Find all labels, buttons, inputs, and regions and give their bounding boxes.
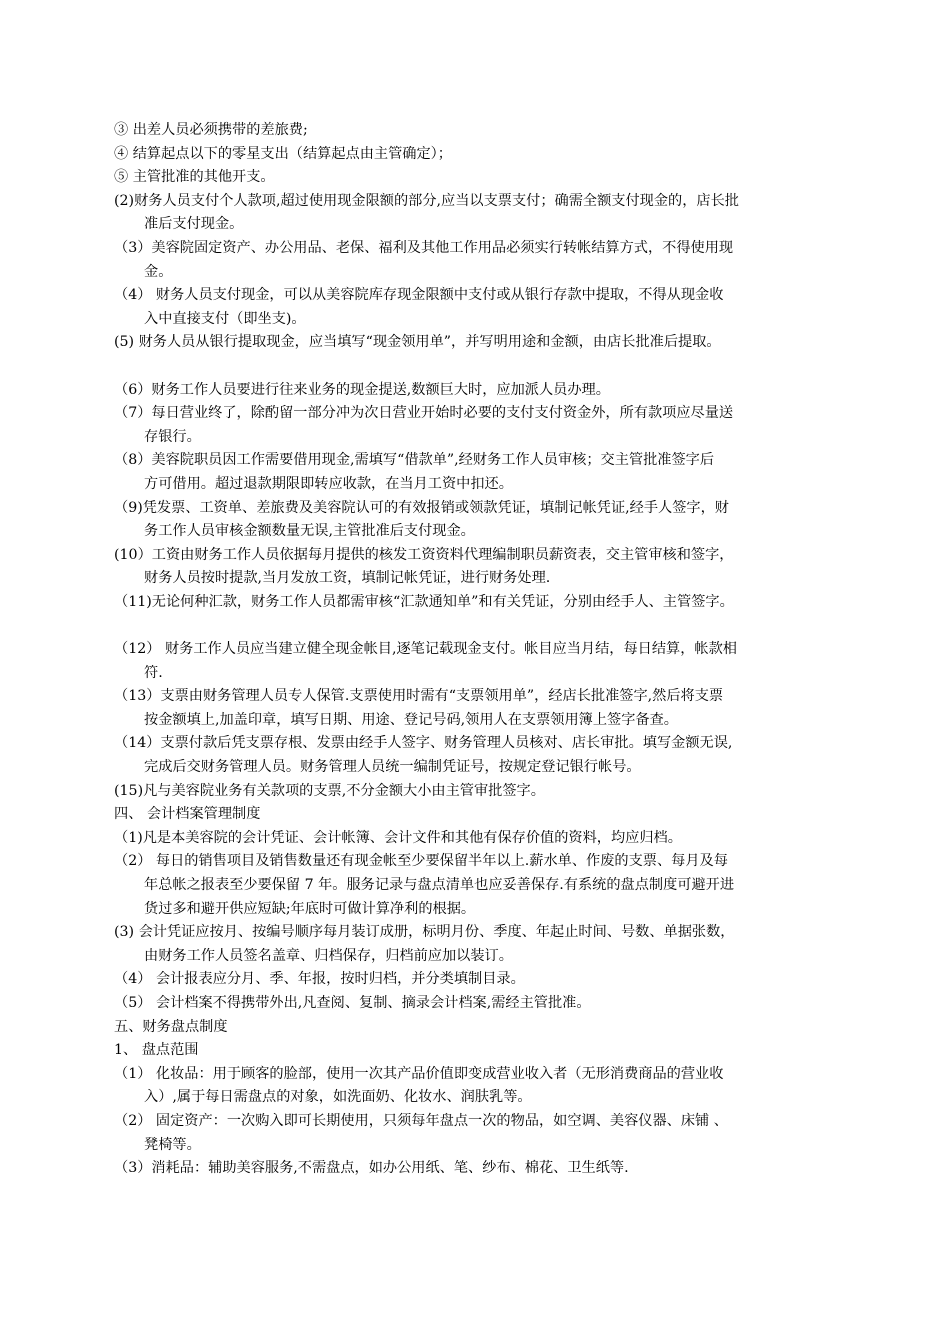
section-heading: 四、 会计档案管理制度 (114, 806, 261, 823)
subsection-heading: 1、 盘点范围 (114, 1042, 199, 1059)
text-line: (15)凡与美容院业务有关款项的支票,不分金额大小由主管审批签字。 (114, 782, 545, 799)
text-line: 入）,属于每日需盘点的对象，如洗面奶、化妆水、润肤乳等。 (144, 1089, 532, 1106)
text-line: （13）支票由财务管理人员专人保管.支票使用时需有“支票领用单”，经店长批准签字,然后将支票 (114, 688, 724, 705)
text-line: （8）美容院职员因工作需要借用现金,需填写“借款单”,经财务工作人员审核；交主管批准签字后 (114, 452, 715, 469)
text-line: （4） 会计报表应分月、季、年报，按时归档，并分类填制目录。 (114, 971, 525, 988)
text-line: 入中直接支付（即坐支)。 (144, 310, 306, 327)
text-line: 准后支付现金。 (144, 216, 244, 233)
blank-line (114, 355, 864, 379)
text-line: （3）消耗品：辅助美容服务,不需盘点，如办公用纸、笔、纱布、棉花、卫生纸等. (114, 1160, 629, 1177)
text-line: 货过多和避开供应短缺;年底时可做计算净利的根据。 (144, 900, 476, 917)
text-line: （7）每日营业终了，除酌留一部分冲为次日营业开始时必要的支付支付资金外，所有款项应尽量送 (114, 405, 734, 422)
text-line: (5) 财务人员从银行提取现金，应当填写“现金领用单”，并写明用途和金额，由店长批准后提取。 (114, 334, 721, 351)
text-line: 存银行。 (144, 428, 201, 445)
text-line: 按金额填上,加盖印章，填写日期、用途、登记号码,领用人在支票领用簿上签字备查。 (144, 711, 678, 728)
text-line: (2)财务人员支付个人款项,超过使用现金限额的部分,应当以支票支付；确需全额支付现金的，店长批 (114, 192, 739, 209)
text-line: 年总帐之报表至少要保留 7 年。服务记录与盘点清单也应妥善保存.有系统的盘点制度可避开进 (144, 877, 735, 893)
text-line: （2） 固定资产：一次购入即可长期使用，只须每年盘点一次的物品，如空调、美容仪器、床铺 、 (114, 1112, 728, 1129)
text-line: （2） 每日的销售项目及销售数量还有现金帐至少要保留半年以上.薪水单、作废的支票、每月及每 (114, 853, 728, 870)
text-line: （3）美容院固定资产、办公用品、老保、福利及其他工作用品必须实行转帐结算方式，不得使用现 (114, 239, 734, 256)
text-line: （1)凡是本美容院的会计凭证、会计帐簿、会计文件和其他有保存价值的资料，均应归档。 (114, 829, 682, 846)
text-line: （14）支票付款后凭支票存根、发票由经手人签字、财务管理人员核对、店长审批。填写金额无误, (114, 735, 733, 752)
text-line: （5） 会计档案不得携带外出,凡查阅、复制、摘录会计档案,需经主管批准。 (114, 994, 591, 1011)
text-line: 凳椅等。 (144, 1136, 201, 1153)
text-line: ⑤ 主管批准的其他开支。 (114, 169, 275, 186)
text-line: 符. (144, 664, 163, 681)
text-line: （1） 化妆品：用于顾客的脸部，使用一次其产品价值即变成营业收入者（无形消费商品的营业收 (114, 1065, 724, 1082)
text-line: 财务人员按时提款,当月发放工资，填制记帐凭证，进行财务处理. (144, 570, 551, 587)
document-body (114, 119, 864, 1181)
text-line: （11)无论何种汇款，财务工作人员都需审核“汇款通知单”和有关凭证，分别由经手人、主管签字。 (114, 593, 734, 610)
text-line: 金。 (144, 263, 173, 280)
blank-line (114, 614, 864, 638)
section-heading: 五、财务盘点制度 (114, 1018, 228, 1035)
text-line: (3) 会计凭证应按月、按编号顺序每月装订成册，标明月份、季度、年起止时间、号数、单据张数， (114, 924, 735, 941)
text-line: 务工作人员审核金额数量无误,主管批准后支付现金。 (144, 523, 475, 540)
text-line: (10）工资由财务工作人员依据每月提供的核发工资资料代理编制职员薪资表，交主管审核和签字， (114, 546, 734, 563)
text-line: （12） 财务工作人员应当建立健全现金帐目,逐笔记载现金支付。帐目应当月结，每日结算，帐款相 (114, 641, 737, 658)
text-line: 完成后交财务管理人员。财务管理人员统一编制凭证号，按规定登记银行帐号。 (144, 759, 641, 776)
text-line: ④ 结算起点以下的零星支出（结算起点由主管确定）； (114, 145, 452, 162)
text-line: ③ 出差人员必须携带的差旅费; (114, 122, 308, 138)
text-line: （6）财务工作人员要进行往来业务的现金提送,数额巨大时，应加派人员办理。 (114, 381, 610, 398)
text-line: 方可借用。超过退款期限即转应收款，在当月工资中扣还。 (144, 475, 513, 492)
text-line: （9)凭发票、工资单、差旅费及美容院认可的有效报销或领款凭证，填制记帐凭证,经手人签字，财 (114, 499, 729, 516)
text-line: （4） 财务人员支付现金，可以从美容院库存现金限额中支付或从银行存款中提取，不得从现金收 (114, 287, 724, 304)
text-line: 由财务工作人员签名盖章、归档保存，归档前应加以装订。 (144, 947, 513, 964)
